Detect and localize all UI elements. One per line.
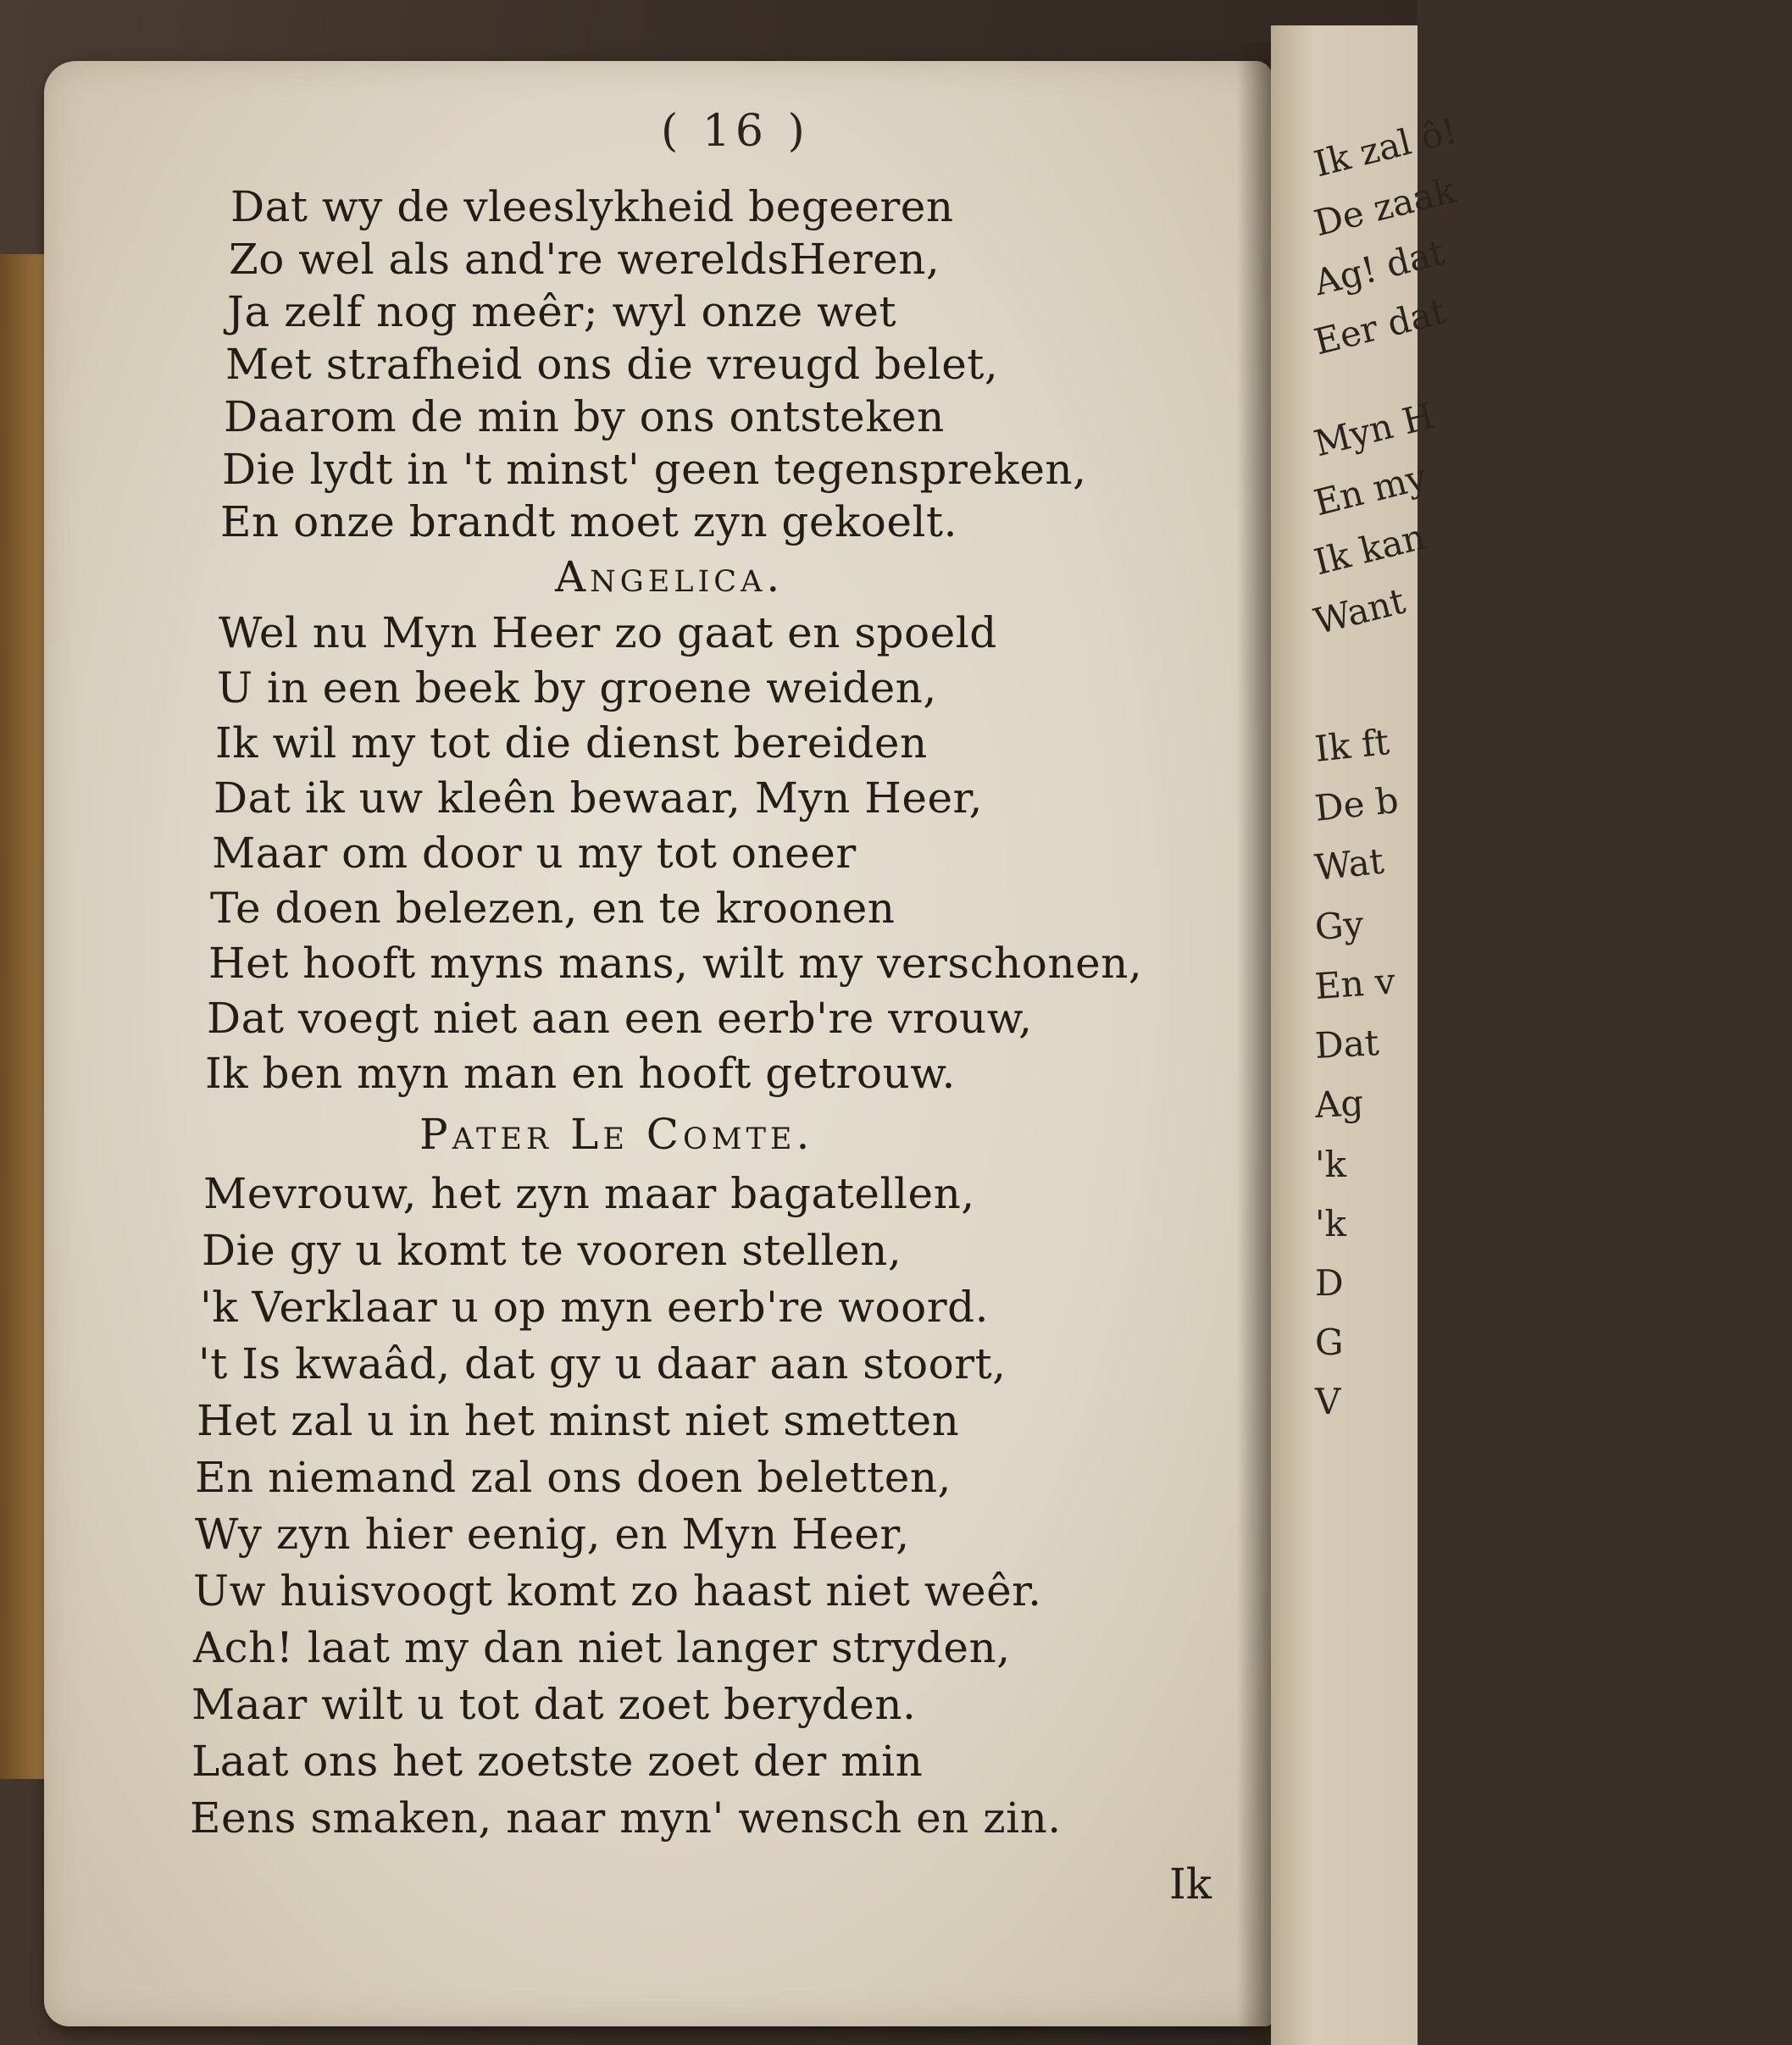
facing-page-fragment: Want: [1310, 579, 1410, 643]
facing-page-fragment: De b: [1312, 779, 1401, 829]
verse-line: 't Is kwaâd, dat gy u daar aan stoort,: [198, 1339, 1007, 1388]
facing-page-fragment: Ik ft: [1312, 720, 1391, 770]
facing-page-fragment: Ik zal ô!: [1310, 109, 1462, 186]
page-number: ( 16 ): [661, 106, 810, 157]
verse-line: Dat ik uw kleên bewaar, Myn Heer,: [214, 773, 983, 823]
verse-line: Ja zelf nog meêr; wyl onze wet: [227, 287, 897, 336]
verse-line: Mevrouw, het zyn maar bagatellen,: [203, 1169, 975, 1218]
facing-page-fragment: Myn H: [1310, 394, 1439, 465]
verse-line: Ach! laat my dan niet langer stryden,: [193, 1623, 1011, 1672]
facing-page-fragment: Ag! dat: [1310, 230, 1449, 304]
facing-page: [1271, 25, 1462, 2045]
speaker-heading: Pater Le Comte.: [419, 1110, 814, 1159]
verse-line: Eens smaken, naar myn' wensch en zin.: [190, 1793, 1062, 1843]
speaker-heading: Angelica.: [555, 552, 785, 601]
facing-page-fragment: En my: [1310, 456, 1431, 524]
facing-page-fragment: 'k: [1315, 1203, 1346, 1244]
facing-page-fragment: Eer dat: [1310, 290, 1450, 363]
facing-page-fragment: Gy: [1313, 903, 1365, 948]
verse-line: Dat wy de vleeslykheid begeeren: [230, 182, 954, 231]
verse-line: Wel nu Myn Heer zo gaat en spoeld: [219, 608, 997, 657]
verse-line: Ik ben myn man en hooft getrouw.: [205, 1049, 956, 1098]
verse-line: Uw huisvoogt komt zo haast niet weêr.: [193, 1566, 1042, 1615]
verse-line: Het hooft myns mans, wilt my verschonen,: [208, 939, 1143, 988]
verse-line: Daarom de min by ons ontsteken: [224, 392, 945, 441]
verse-line: U in een beek by groene weiden,: [217, 663, 937, 712]
verse-line: Met strafheid ons die vreugd belet,: [225, 340, 999, 389]
facing-page-fragment: En v: [1313, 960, 1397, 1007]
facing-page-fragment: V: [1315, 1381, 1341, 1422]
verse-line: Die lydt in 't minst' geen tegenspreken,: [222, 445, 1087, 494]
verse-line: Ik wil my tot die dienst bereiden: [215, 718, 928, 768]
facing-page-fragment: Ag: [1313, 1082, 1365, 1126]
verse-line: En onze brandt moet zyn gekoelt.: [220, 497, 957, 546]
catchword: Ik: [1169, 1859, 1212, 1909]
facing-page-fragment: Ik kan: [1310, 515, 1429, 584]
facing-page-fragment: De zaak: [1310, 169, 1460, 245]
facing-page-fragment: 'k: [1315, 1144, 1346, 1185]
verse-line: Het zal u in het minst niet smetten: [197, 1396, 960, 1445]
verse-line: En niemand zal ons doen beletten,: [195, 1453, 951, 1502]
verse-line: Zo wel als and're wereldsHeren,: [229, 235, 940, 284]
verse-line: Te doen belezen, en te kroonen: [210, 884, 896, 933]
verse-line: Wy zyn hier eenig, en Myn Heer,: [195, 1510, 910, 1559]
verse-line: Laat ons het zoetste zoet der min: [191, 1737, 924, 1786]
verse-line: Maar om door u my tot oneer: [212, 829, 857, 878]
verse-line: Dat voegt niet aan een eerb're vrouw,: [207, 994, 1033, 1043]
facing-page-fragment: Wat: [1312, 840, 1386, 889]
facing-page-fragment: G: [1315, 1322, 1344, 1363]
verse-line: Maar wilt u tot dat zoet beryden.: [191, 1680, 917, 1729]
verse-line: 'k Verklaar u op myn eerb're woord.: [200, 1283, 990, 1332]
facing-page-fragment: Dat: [1313, 1022, 1380, 1067]
book-cover-edge: [0, 254, 51, 1779]
verse-line: Die gy u komt te vooren stellen,: [202, 1226, 902, 1275]
facing-page-fragment: D: [1315, 1262, 1344, 1304]
